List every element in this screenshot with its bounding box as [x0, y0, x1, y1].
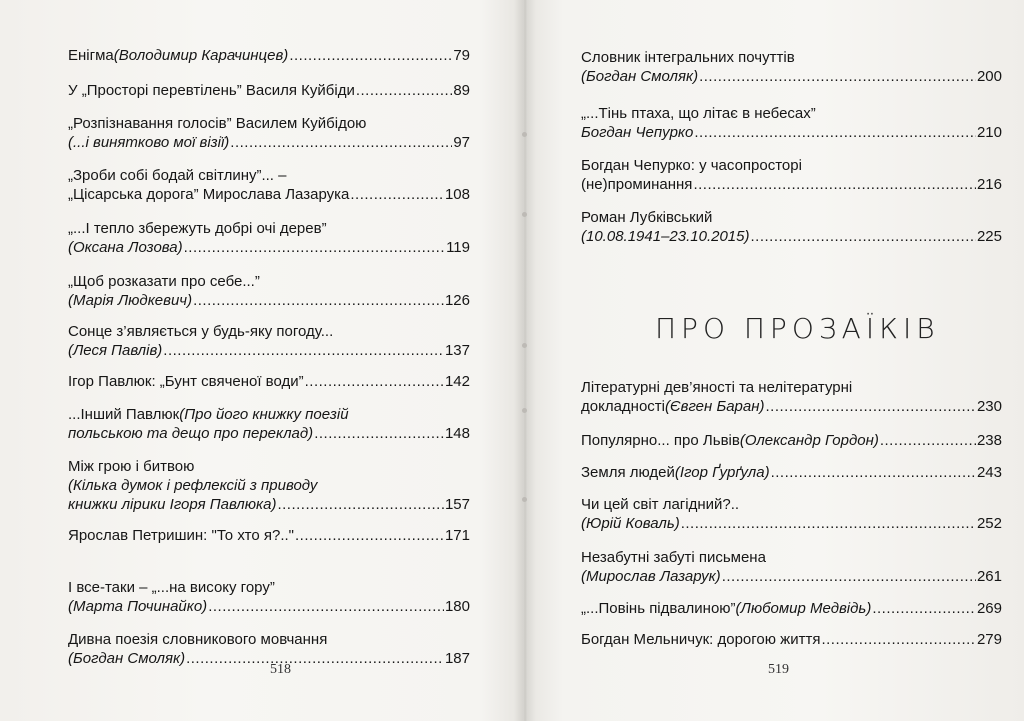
entry-page-number: 238 [976, 432, 1002, 449]
entry-title: У „Просторі перевтілень” Василя Куйбіди [68, 82, 355, 99]
toc-entry [581, 630, 1002, 649]
toc-entry-line [581, 208, 1002, 227]
toc-entry-line [68, 291, 470, 310]
entry-author: (10.08.1941–23.10.2015) [581, 228, 750, 245]
toc-entry-line [68, 597, 470, 616]
entry-author: (Олександр Гордон) [739, 432, 879, 449]
toc-entry-line [581, 48, 1002, 67]
entry-author: (Марта Починайко) [68, 598, 208, 615]
toc-entry-line [68, 578, 470, 597]
toc-entry-line [68, 185, 470, 204]
entry-author: (Любомир Медвідь) [735, 600, 872, 617]
dot-leader [350, 185, 444, 204]
page-number: 519 [768, 662, 789, 677]
toc-entry-line [68, 476, 470, 495]
dot-leader [305, 372, 444, 391]
entry-page-number: 252 [976, 515, 1002, 532]
toc-entry-line [68, 238, 470, 257]
toc-entry-line [68, 322, 470, 341]
entry-page-number: 108 [444, 186, 470, 203]
toc-entry [581, 599, 1002, 618]
entry-title: Ярослав Петришин: "То хто я?.." [68, 527, 294, 544]
entry-page-number: 230 [976, 398, 1002, 415]
dot-leader [771, 463, 976, 482]
entry-title: „...Тінь птаха, що літає в небесах” [581, 105, 816, 122]
toc-entry [68, 81, 470, 100]
toc-entry-line [68, 133, 470, 152]
toc-entry-line [68, 526, 470, 545]
toc-entry [68, 405, 470, 443]
toc-entry-line [581, 67, 1002, 86]
dot-leader [872, 599, 976, 618]
entry-author: (...і винятково мої візії) [68, 134, 230, 151]
toc-entry-line [68, 81, 470, 100]
dot-leader [693, 175, 976, 194]
toc-entry [68, 372, 470, 391]
dot-leader [356, 81, 452, 100]
entry-author: (Про його книжку поезій [179, 406, 349, 423]
right-page [525, 0, 1024, 721]
toc-entry [68, 219, 470, 257]
toc-entry [581, 495, 1002, 533]
entry-author: (Євген Баран) [665, 398, 765, 415]
dot-leader [186, 649, 444, 668]
page-number: 518 [270, 662, 291, 677]
entry-page-number: 225 [976, 228, 1002, 245]
dot-leader [694, 123, 976, 142]
toc-entry-line [581, 156, 1002, 175]
entry-author: (Марія Людкевич) [68, 292, 193, 309]
entry-author: (Володимир Карачинцев) [113, 47, 289, 64]
toc-entry [68, 272, 470, 310]
toc-entry-line [581, 431, 1002, 450]
toc-entry-line [581, 378, 1002, 397]
entry-author: (Богдан Смоляк) [68, 650, 186, 667]
dot-leader [699, 67, 976, 86]
toc-entry [581, 104, 1002, 142]
toc-entry [68, 457, 470, 514]
dot-leader [880, 431, 976, 450]
entry-author: (Кілька думок і рефлексій з приводу [68, 477, 318, 494]
entry-title: І все-таки – „...на високу гору” [68, 579, 275, 596]
entry-title: „...І тепло збережуть добрі очі дерев” [68, 220, 327, 237]
toc-entry-line [68, 219, 470, 238]
entry-title: Богдан Мельничук: дорогою життя [581, 631, 821, 648]
toc-entry-line [581, 567, 1002, 586]
entry-author: польською та дещо про переклад) [68, 425, 314, 442]
entry-page-number: 126 [444, 292, 470, 309]
toc-entry [68, 526, 470, 545]
toc-entry-line [68, 630, 470, 649]
entry-page-number: 171 [444, 527, 470, 544]
entry-page-number: 210 [976, 124, 1002, 141]
entry-title: Дивна поезія словникового мовчання [68, 631, 328, 648]
toc-entry-line [581, 548, 1002, 567]
dot-leader [230, 133, 452, 152]
entry-author: (Богдан Смоляк) [581, 68, 699, 85]
entry-author: (Оксана Лозова) [68, 239, 183, 256]
entry-page-number: 137 [444, 342, 470, 359]
toc-entry [581, 156, 1002, 194]
toc-entry-line [581, 463, 1002, 482]
entry-title: Енігма [68, 47, 114, 64]
entry-title: Земля людей [581, 464, 675, 481]
dot-leader [208, 597, 444, 616]
dot-leader [722, 567, 976, 586]
toc-entry [581, 48, 1002, 86]
entry-page-number: 89 [453, 82, 470, 99]
entry-title: Богдан Чепурко: у часопросторі [581, 157, 802, 174]
entry-page-number: 97 [453, 134, 470, 151]
entry-title: Ігор Павлюк: „Бунт свяченої води” [68, 373, 304, 390]
entry-author: книжки лірики Ігоря Павлюка) [68, 496, 277, 513]
entry-page-number: 279 [976, 631, 1002, 648]
toc-entry-line [581, 495, 1002, 514]
entry-page-number: 148 [444, 425, 470, 442]
toc-entry-line [68, 372, 470, 391]
dot-leader [277, 495, 444, 514]
toc-entry [581, 548, 1002, 586]
toc-entry-line [68, 166, 470, 185]
entry-page-number: 119 [446, 239, 470, 256]
entry-page-number: 79 [453, 47, 470, 64]
toc-entry [581, 378, 1002, 416]
section-title: ПРО ПРОЗАЇКІВ [655, 312, 940, 345]
toc-entry-line [581, 514, 1002, 533]
dot-leader [184, 238, 445, 257]
toc-entry [68, 46, 470, 65]
toc-entry-line [68, 46, 470, 65]
toc-entry-line [581, 227, 1002, 246]
dot-leader [766, 397, 976, 416]
dot-leader [750, 227, 975, 246]
entry-title: Роман Лубківський [581, 209, 713, 226]
entry-title: Між грою і битвою [68, 458, 195, 475]
entry-title: Літературні дев’яності та нелітературні [581, 379, 853, 396]
entry-title: „Зроби собі бодай світлину”... – [68, 167, 287, 184]
entry-title: Чи цей світ лагідний?.. [581, 496, 740, 513]
dot-leader [193, 291, 444, 310]
entry-author: (Ігор Ґурґула) [674, 464, 770, 481]
dot-leader [314, 424, 444, 443]
entry-title: Словник інтегральних почуттів [581, 49, 795, 66]
entry-author: Богдан Чепурко [581, 124, 694, 141]
entry-page-number: 269 [976, 600, 1002, 617]
toc-entry [68, 322, 470, 360]
toc-entry [68, 166, 470, 204]
entry-author: (Леся Павлів) [68, 342, 163, 359]
entry-page-number: 261 [976, 568, 1002, 585]
entry-title: „Розпізнавання голосів” Василем Куйбідою [68, 115, 367, 132]
toc-entry [581, 431, 1002, 450]
toc-entry-line [581, 123, 1002, 142]
entry-page-number: 142 [444, 373, 470, 390]
toc-entry [68, 630, 470, 668]
entry-title: докладності [581, 398, 666, 415]
toc-entry-line [581, 599, 1002, 618]
toc-entry-line [68, 457, 470, 476]
dot-leader [681, 514, 976, 533]
entry-title: ...Інший Павлюк [68, 406, 180, 423]
entry-title: Незабутні забуті письмена [581, 549, 766, 566]
toc-entry-line [68, 405, 470, 424]
entry-page-number: 187 [444, 650, 470, 667]
toc-entry-line [68, 649, 470, 668]
toc-entry [581, 208, 1002, 246]
dot-leader [821, 630, 976, 649]
toc-entry [68, 114, 470, 152]
entry-page-number: 216 [976, 176, 1002, 193]
entry-page-number: 180 [444, 598, 470, 615]
entry-title: Популярно... про Львів [581, 432, 740, 449]
entry-page-number: 157 [444, 496, 470, 513]
toc-entry-line [68, 424, 470, 443]
entry-title: (не)проминання [581, 176, 693, 193]
entry-page-number: 200 [976, 68, 1002, 85]
toc-entry-line [68, 272, 470, 291]
entry-author: (Юрій Коваль) [581, 515, 680, 532]
toc-entry-line [68, 341, 470, 360]
dot-leader [289, 46, 452, 65]
toc-entry-line [68, 495, 470, 514]
entry-title: „Цісарська дорога” Мирослава Лазарука [68, 186, 350, 203]
toc-entry-line [581, 397, 1002, 416]
toc-entry [581, 463, 1002, 482]
entry-page-number: 243 [976, 464, 1002, 481]
entry-author: (Мирослав Лазарук) [581, 568, 721, 585]
toc-entry [68, 578, 470, 616]
entry-title: „Щоб розказати про себе...” [68, 273, 260, 290]
dot-leader [163, 341, 444, 360]
dot-leader [295, 526, 444, 545]
toc-entry-line [68, 114, 470, 133]
toc-entry-line [581, 175, 1002, 194]
entry-title: „...Повінь підвалиною” [581, 600, 736, 617]
toc-entry-line [581, 104, 1002, 123]
entry-title: Сонце з’являється у будь-яку погоду... [68, 323, 334, 340]
toc-entry-line [581, 630, 1002, 649]
